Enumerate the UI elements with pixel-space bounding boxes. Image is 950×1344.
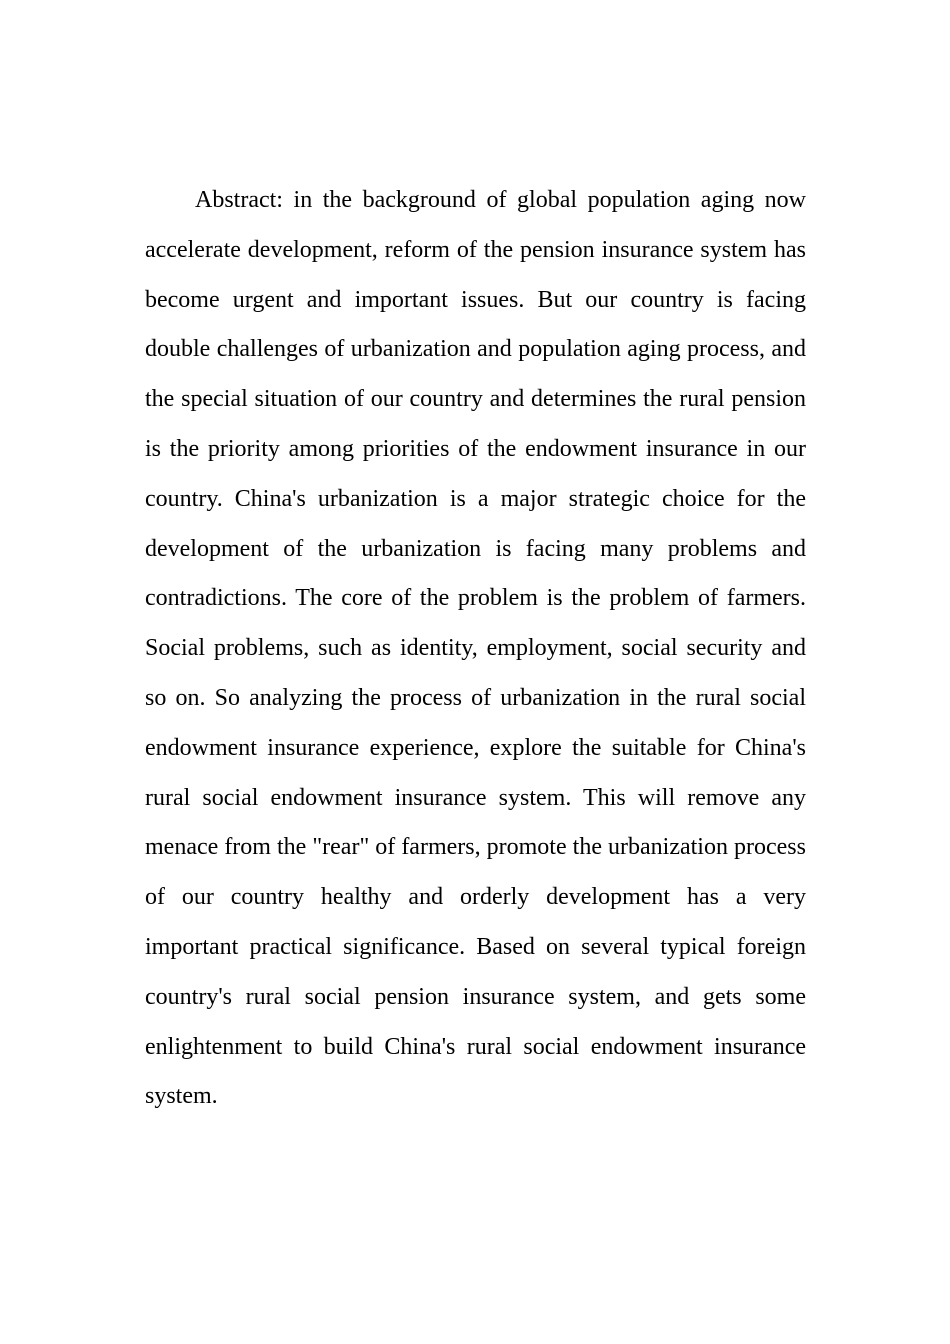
abstract-paragraph: Abstract: in the background of global population aging now accelerate development, reform of the pension insurance system has become urgent and important issues. But our country is facing double challenges of urbanization and population aging process, and the special situation of our country and determines the rural pension is the priority among priorities of the endowment insurance in our country. China's urbanization is a major strategic choice for the development of the urbanization is facing many problems and contradictions. The core of the problem is the problem of farmers. Social problems, such as identity, employment, social security and so on. So analyzing the process of urbanization in the rural social endowment insurance experience, explore the suitable for China's rural social endowment insurance system. This will remove any menace from the "rear" of farmers, promote the urbanization process of our country healthy and orderly development has a very important practical significance. Based on several typical foreign country's rural social pension insurance system, and gets some enlightenment to build China's rural social endowment insurance system.: [145, 187, 806, 1110]
